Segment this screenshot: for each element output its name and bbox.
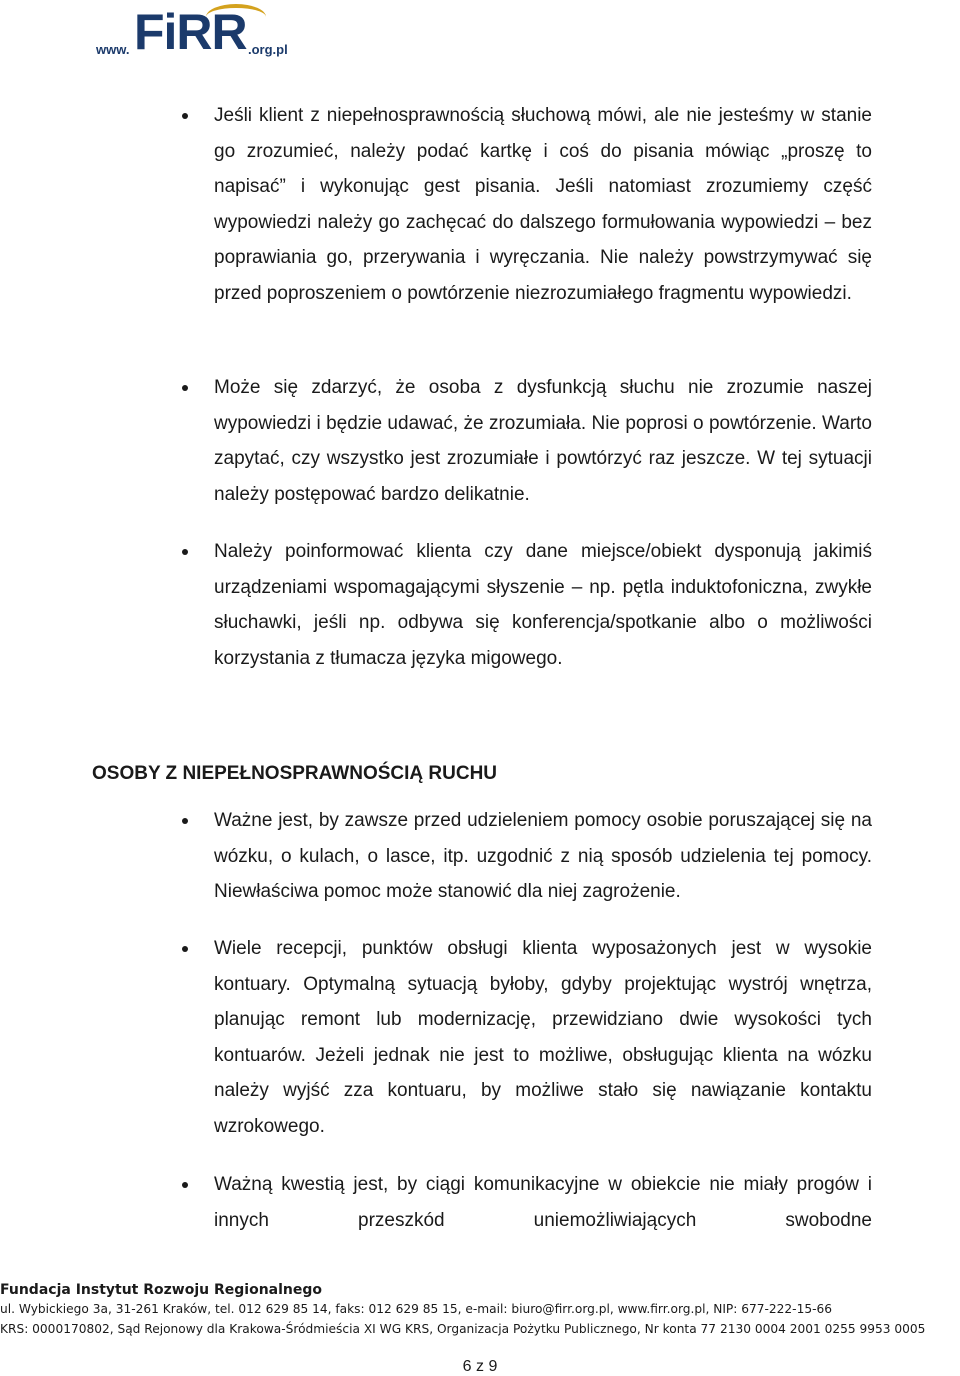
bullet-icon [182, 385, 188, 391]
section-heading: OSOBY Z NIEPEŁNOSPRAWNOŚCIĄ RUCHU [92, 763, 498, 784]
firr-logo [96, 4, 286, 60]
bullet-icon [182, 946, 188, 952]
list-item [214, 803, 872, 910]
bullet-text: Należy poinformować klienta czy dane miejsce/obiekt dysponują jakimiś urządzeniami wspomagającymi słyszenie – np. pętla induktofoniczna, zwykłe słuchawki, jeśli np. odbywa się konferencja/spotkanie albo o możliwości korzystania z tłumacza języka migowego. [214, 541, 872, 669]
logo-tld: .org.pl [248, 42, 288, 57]
list-item [214, 534, 872, 676]
footer-org: Fundacja Instytut Rozwoju Regionalnego [0, 1282, 323, 1298]
footer-krs: KRS: 0000170802, Sąd Rejonowy dla Krakowa-Śródmieścia XI WG KRS, Organizacja Pożytku Publicznego, Nr konta 77 2130 0004 2001 0255 9953 0005 [0, 1322, 926, 1336]
bullet-text: Jeśli klient z niepełnosprawnością słuchową mówi, ale nie jesteśmy w stanie go zrozumieć, należy podać kartkę i coś do pisania mówiąc „proszę to napisać” i wykonując gest pisania. Jeśli natomiast zrozumiemy część wypowiedzi należy go zachęcać do dalszego formułowania wypowiedzi – bez poprawiania go, przerywania i wyręczania. Nie należy powstrzymywać się przed poproszeniem o powtórzenie niezrozumiałego fragmentu wypowiedzi. [214, 105, 872, 304]
bullet-icon [182, 818, 188, 824]
bullet-text: Ważną kwestią jest, by ciągi komunikacyjne w obiekcie nie miały progów i innych przeszkód uniemożliwiających swobodne [214, 1174, 872, 1231]
list-item [214, 1167, 872, 1238]
bullet-text: Ważne jest, by zawsze przed udzieleniem pomocy osobie poruszającej się na wózku, o kulach, o lasce, itp. uzgodnić z nią sposób udzielenia tej pomocy. Niewłaściwa pomoc może stanowić dla niej zagrożenie. [214, 810, 872, 903]
bullet-text: Może się zdarzyć, że osoba z dysfunkcją słuchu nie zrozumie naszej wypowiedzi i będzie udawać, że zrozumiała. Nie poprosi o powtórzenie. Warto zapytać, czy wszystko jest zrozumiałe i powtórzyć raz jeszcze. W tej sytuacji należy postępować bardzo delikatnie. [214, 377, 872, 505]
list-item [214, 98, 872, 312]
bullet-icon [182, 113, 188, 119]
logo-name: FiRR [134, 4, 247, 60]
logo-www: www. [96, 42, 130, 57]
list-item [214, 931, 872, 1145]
page-number: 6 z 9 [462, 1358, 498, 1375]
bullet-text: Wiele recepcji, punktów obsługi klienta wyposażonych jest w wysokie kontuary. Optymalną sytuacją byłoby, gdyby projektując wystrój wnętrza, planując remont lub modernizację, przewidziano dwie wysokości tych kontuarów. Jeżeli jednak nie jest to możliwe, obsługując klienta na wózku należy wyjść zza kontuaru, by możliwe stało się nawiązanie kontaktu wzrokowego. [214, 938, 872, 1137]
list-item [214, 370, 872, 512]
bullet-icon [182, 1182, 188, 1188]
bullet-icon [182, 549, 188, 555]
footer-address: ul. Wybickiego 3a, 31-261 Kraków, tel. 012 629 85 14, faks: 012 629 85 15, e-mail: biuro@firr.org.pl, www.firr.org.pl, NIP: 677-222-15-66 [0, 1302, 832, 1316]
